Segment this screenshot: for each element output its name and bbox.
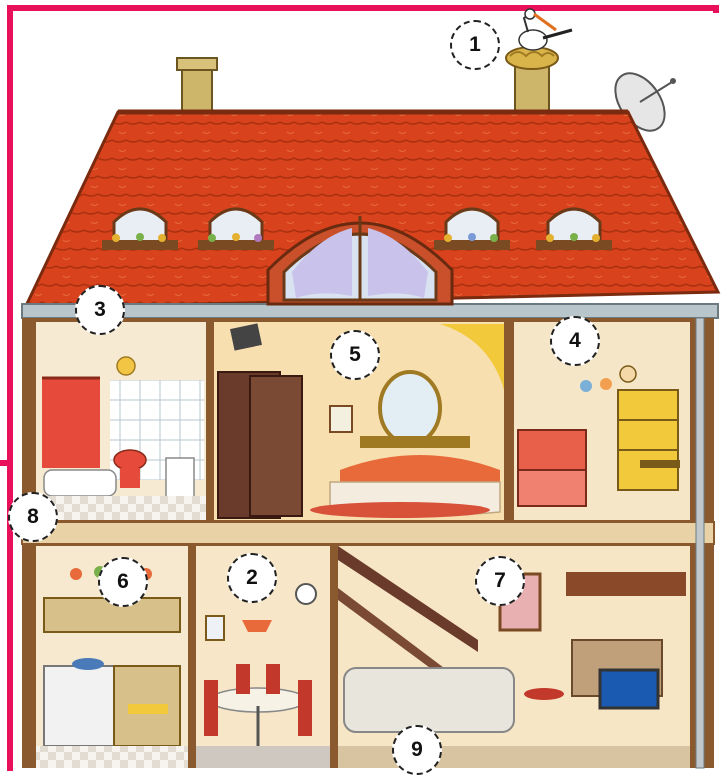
label-badge-1[interactable]: 1 [450, 20, 500, 70]
label-badge-3[interactable]: 3 [75, 285, 125, 335]
label-badge-9[interactable]: 9 [392, 725, 442, 775]
label-badge-6[interactable]: 6 [98, 557, 148, 607]
label-badge-7[interactable]: 7 [475, 556, 525, 606]
label-badge-8[interactable]: 8 [8, 492, 58, 542]
label-badge-5[interactable]: 5 [330, 330, 380, 380]
label-badge-2[interactable]: 2 [227, 553, 277, 603]
stork-on-nest [519, 9, 572, 50]
label-badge-4[interactable]: 4 [550, 316, 600, 366]
